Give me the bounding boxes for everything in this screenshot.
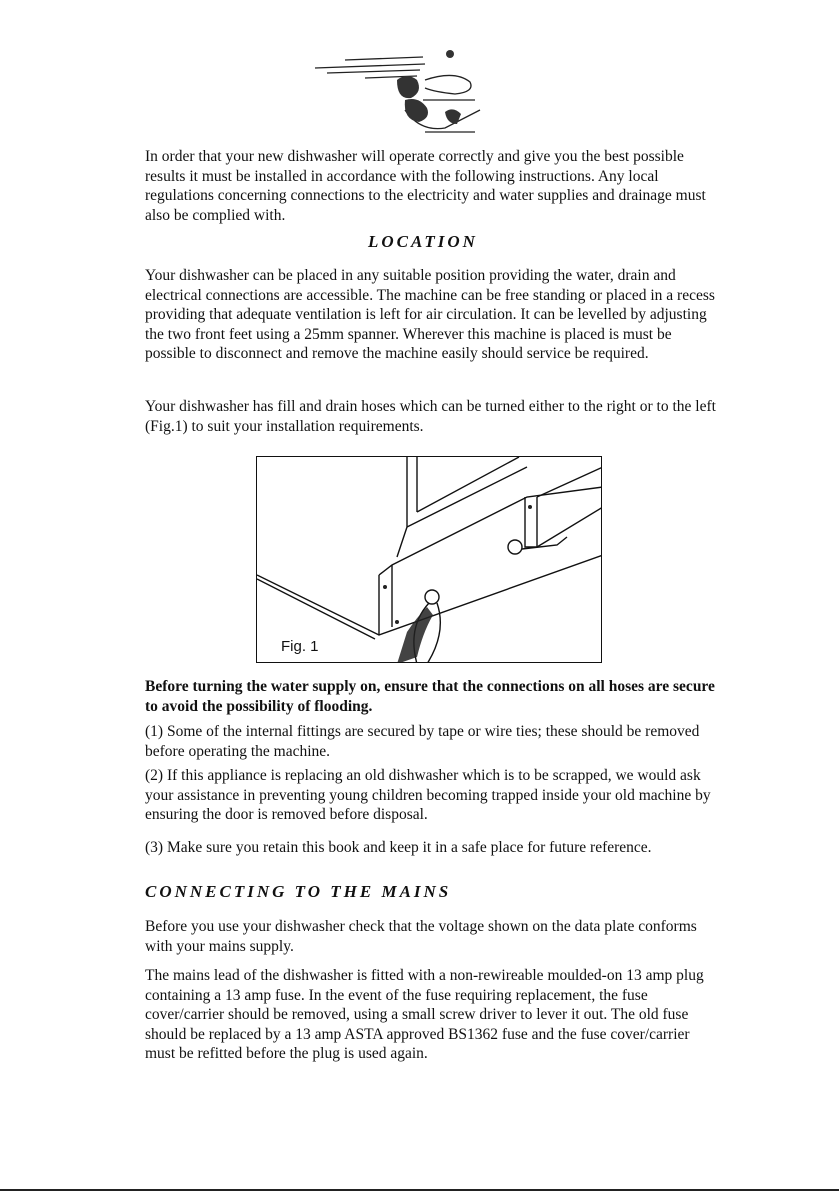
location-paragraph-1: Your dishwasher can be placed in any suitable position providing the water, drain and electrical connections are accessible. The machine can be free standing or placed in a recess providing that adequate ventilation is left for air circulation. It can be levelled by adjusting the two front feet using a 25mm spanner. Wherever this machine is placed is must be possible to disconnect and remove the machine easily should service be required. (145, 267, 715, 362)
figure-1-hose-diagram (256, 456, 602, 663)
plumber-logo-illustration (305, 40, 495, 135)
mains-heading: CONNECTING TO THE MAINS (145, 882, 452, 901)
mains-paragraph-1: Before you use your dishwasher check that the voltage shown on the data plate conforms with your mains supply. (145, 918, 697, 955)
dishwasher-hose-illustration (257, 457, 602, 663)
location-heading: LOCATION (368, 232, 478, 251)
figure-1-label: Fig. 1 (281, 638, 319, 655)
flooding-warning: Before turning the water supply on, ensure that the connections on all hoses are secure to avoid the possibility of flooding. (145, 678, 715, 715)
note-1: (1) Some of the internal fittings are secured by tape or wire ties; these should be removed before operating the machine. (145, 723, 700, 760)
mains-paragraph-2: The mains lead of the dishwasher is fitted with a non-rewireable moulded-on 13 amp plug containing a 13 amp fuse. In the event of the fuse requiring replacement, the fuse cover/carrier should be removed, using a small screw driver to lever it out. The old fuse should be replaced by a 13 amp ASTA approved BS1362 fuse and the fuse cover/carrier must be refitted before the plug is used again. (145, 967, 704, 1062)
note-3: (3) Make sure you retain this book and keep it in a safe place for future reference. (145, 839, 652, 856)
location-paragraph-2: Your dishwasher has fill and drain hoses which can be turned either to the right or to the left (Fig.1) to suit your installation requirements. (145, 398, 716, 435)
note-2: (2) If this appliance is replacing an old dishwasher which is to be scrapped, we would ask your assistance in preventing young children becoming trapped inside your old machine by ensuring the door is removed before disposal. (145, 767, 711, 823)
intro-paragraph: In order that your new dishwasher will operate correctly and give you the best possible results it must be installed in accordance with the following instructions. Any local regulations concerning connections to the electricity and water supplies and drainage must also be complied with. (145, 148, 706, 224)
